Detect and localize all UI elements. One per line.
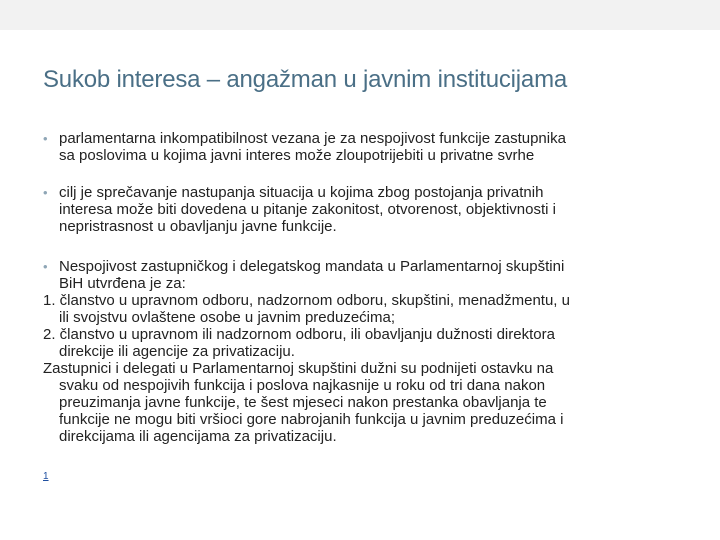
text-line: direkcijama ili agencijama za privatizaciju. bbox=[59, 428, 337, 445]
text-line: svaku od nespojivih funkcija i poslova najkasnije u roku od tri dana nakon bbox=[59, 377, 546, 394]
text-line: parlamentarna inkompatibilnost vezana je za nespojivost funkcije zastupnika bbox=[59, 130, 566, 147]
text-line: 2. članstvo u upravnom ili nadzornom odboru, ili obavljanju dužnosti direktora bbox=[43, 326, 555, 343]
paragraph bbox=[43, 360, 683, 445]
footnote-link[interactable]: 1 bbox=[43, 471, 49, 482]
text-line: ili svojstvu ovlaštene osobe u javnim preduzećima; bbox=[59, 309, 395, 326]
list-item bbox=[43, 326, 683, 360]
text-line: BiH utvrđena je za: bbox=[59, 275, 186, 292]
bullet-icon: • bbox=[43, 131, 48, 146]
bullet-item bbox=[43, 184, 683, 235]
slide-body bbox=[43, 130, 683, 445]
text-line: 1. članstvo u upravnom odboru, nadzornom odboru, skupštini, menadžmentu, u bbox=[43, 292, 570, 309]
list-item bbox=[43, 292, 683, 326]
text-line: nepristrasnost u obavljanju javne funkcije. bbox=[59, 218, 337, 235]
bullet-item bbox=[43, 130, 683, 164]
top-band bbox=[0, 0, 720, 30]
text-line: preuzimanja javne funkcije, te šest mjeseci nakon prestanka obavljanja te bbox=[59, 394, 547, 411]
text-line: funkcije ne mogu biti vršioci gore nabrojanih funkcija u javnim preduzećima i bbox=[59, 411, 564, 428]
text-line: Zastupnici i delegati u Parlamentarnoj skupštini dužni su podnijeti ostavku na bbox=[43, 360, 554, 377]
slide-title: Sukob interesa – angažman u javnim institucijama bbox=[43, 66, 568, 93]
bullet-icon: • bbox=[43, 259, 48, 274]
text-line: Nespojivost zastupničkog i delegatskog mandata u Parlamentarnoj skupštini bbox=[59, 258, 565, 275]
text-line: direkcije ili agencije za privatizaciju. bbox=[59, 343, 295, 360]
bullet-icon: • bbox=[43, 185, 48, 200]
text-line: sa poslovima u kojima javni interes može zloupotrijebiti u privatne svrhe bbox=[59, 147, 535, 164]
text-line: interesa može biti dovedena u pitanje zakonitost, otvorenost, objektivnosti i bbox=[59, 201, 556, 218]
text-line: cilj je sprečavanje nastupanja situacija u kojima zbog postojanja privatnih bbox=[59, 184, 544, 201]
bullet-item bbox=[43, 258, 683, 292]
